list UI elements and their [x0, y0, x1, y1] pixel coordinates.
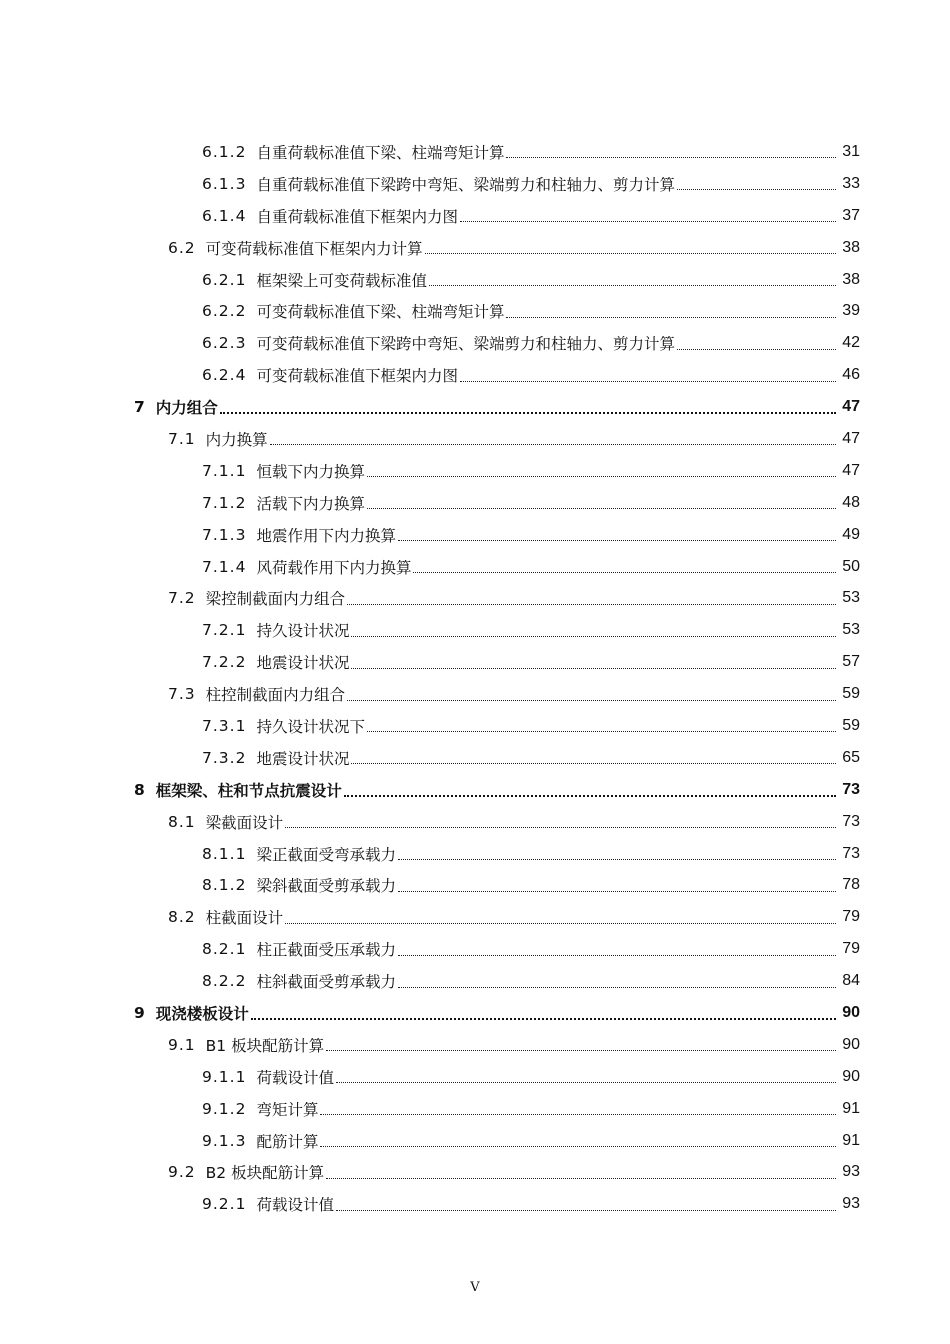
toc-entry-number: 7.1: [168, 429, 196, 448]
dot-leader: [285, 827, 836, 828]
toc-entry[interactable]: [0, 1061, 950, 1093]
toc-entry[interactable]: [0, 519, 950, 551]
toc-entry-number: 6.1.4: [202, 206, 247, 225]
dot-leader: [220, 412, 836, 414]
toc-entry-number: 6.2: [168, 238, 196, 257]
dot-leader: [320, 1114, 836, 1115]
toc-entry[interactable]: [0, 646, 950, 678]
dot-leader: [429, 285, 836, 286]
toc-entry-title: 自重荷载标准值下框架内力图: [256, 207, 458, 226]
dot-leader: [413, 572, 836, 573]
toc-entry[interactable]: [0, 487, 950, 519]
toc-entry-number: 7.1.1: [202, 461, 247, 480]
dot-leader: [326, 1050, 836, 1051]
dot-leader: [367, 476, 836, 477]
toc-entry[interactable]: [0, 965, 950, 997]
toc-entry-title: 持久设计状况: [256, 622, 350, 641]
dot-leader: [398, 987, 836, 988]
toc-entry-page: 59: [842, 716, 860, 734]
toc-entry-number: 6.2.4: [202, 366, 247, 385]
toc-entry-page: 59: [842, 685, 860, 703]
toc-entry-title: 地震作用下内力换算: [256, 526, 396, 545]
toc-entry-number: 9.1.2: [202, 1099, 247, 1118]
toc-entry[interactable]: [0, 551, 950, 583]
page-number-footer: V: [470, 1280, 480, 1295]
toc-entry[interactable]: [0, 901, 950, 933]
toc-entry-page: 93: [842, 1163, 860, 1181]
toc-entry-page: 33: [842, 174, 860, 192]
toc-entry-title: B2 板块配筋计算: [205, 1164, 325, 1183]
toc-entry-title: 现浇楼板设计: [155, 1004, 249, 1023]
toc-entry[interactable]: [0, 678, 950, 710]
toc-entry[interactable]: [0, 455, 950, 487]
toc-entry-title: 配筋计算: [256, 1132, 319, 1151]
toc-entry-number: 7.1.3: [202, 525, 247, 544]
toc-entry-title: 荷载设计值: [256, 1068, 334, 1087]
dot-leader: [336, 1210, 836, 1211]
toc-entry-title: 内力换算: [205, 430, 268, 449]
dot-leader: [506, 157, 836, 158]
toc-entry[interactable]: [0, 614, 950, 646]
toc-entry[interactable]: [0, 806, 950, 838]
toc-entry[interactable]: [0, 1157, 950, 1189]
toc-entry-page: 53: [842, 589, 860, 607]
toc-entry[interactable]: [0, 327, 950, 359]
toc-entry[interactable]: [0, 1029, 950, 1061]
toc-entry-page: 50: [842, 557, 860, 575]
toc-entry-page: 42: [842, 334, 860, 352]
toc-entry-number: 6.2.1: [202, 270, 247, 289]
toc-entry-page: 84: [842, 972, 860, 990]
toc-entry-title: 活载下内力换算: [256, 494, 365, 513]
toc-entry-title: 恒载下内力换算: [256, 462, 365, 481]
toc-entry-title: 荷载设计值: [256, 1196, 334, 1215]
toc-entry[interactable]: [0, 295, 950, 327]
toc-entry-page: 47: [842, 461, 860, 479]
toc-entry[interactable]: [0, 710, 950, 742]
toc-entry-title: B1 板块配筋计算: [205, 1036, 325, 1055]
toc-entry-page: 39: [842, 302, 860, 320]
toc-entry[interactable]: [0, 232, 950, 264]
dot-leader: [398, 955, 836, 956]
dot-leader: [326, 1178, 836, 1179]
toc-entry-number: 7.2: [168, 589, 196, 608]
toc-entry-number: 9.1: [168, 1035, 196, 1054]
toc-entry-title: 柱正截面受压承载力: [256, 941, 396, 960]
toc-entry-number: 8: [134, 780, 146, 799]
toc-entry-page: 73: [842, 812, 860, 830]
toc-entry-title: 地震设计状况: [256, 654, 350, 673]
toc-entry[interactable]: [0, 582, 950, 614]
toc-entry-number: 6.2.3: [202, 334, 247, 353]
dot-leader: [506, 317, 836, 318]
dot-leader: [425, 253, 836, 254]
toc-entry-page: 38: [842, 270, 860, 288]
toc-entry-title: 风荷载作用下内力换算: [256, 558, 412, 577]
dot-leader: [367, 508, 836, 509]
toc-entry-page: 47: [842, 429, 860, 447]
toc-entry[interactable]: [0, 1093, 950, 1125]
dot-leader: [677, 349, 836, 350]
toc-entry-page: 78: [842, 876, 860, 894]
toc-entry-number: 6.1.3: [202, 174, 247, 193]
toc-entry-page: 57: [842, 653, 860, 671]
dot-leader: [285, 923, 836, 924]
toc-entry-number: 6.2.2: [202, 302, 247, 321]
dot-leader: [351, 636, 836, 637]
toc-entry-title: 持久设计状况下: [256, 717, 365, 736]
toc-entry[interactable]: [0, 933, 950, 965]
dot-leader: [351, 668, 836, 669]
toc-entry-number: 9.1.3: [202, 1131, 247, 1150]
toc-entry-title: 自重荷载标准值下梁、柱端弯矩计算: [256, 143, 505, 162]
toc-entry-title: 柱控制截面内力组合: [205, 686, 346, 705]
dot-leader: [251, 1018, 836, 1020]
toc-entry-number: 8.2.2: [202, 972, 247, 991]
toc-entry-title: 框架梁上可变荷载标准值: [256, 271, 427, 290]
dot-leader: [270, 444, 836, 445]
dot-leader: [344, 795, 836, 797]
toc-entry-page: 37: [842, 206, 860, 224]
dot-leader: [460, 221, 836, 222]
toc-entry-number: 7.3: [168, 685, 196, 704]
toc-entry[interactable]: [0, 264, 950, 296]
toc-entry-title: 梁截面设计: [205, 813, 284, 832]
toc-entry-page: 91: [842, 1099, 860, 1117]
toc-entry-number: 9: [134, 1003, 146, 1022]
toc-entry-number: 7.1.4: [202, 557, 247, 576]
dot-leader: [367, 731, 836, 732]
toc-entry-number: 7.3.1: [202, 716, 247, 735]
toc-entry-page: 53: [842, 621, 860, 639]
toc-entry-title: 柱截面设计: [205, 909, 284, 928]
dot-leader: [398, 891, 836, 892]
toc-entry-page: 73: [842, 844, 860, 862]
toc-entry-title: 弯矩计算: [256, 1100, 319, 1119]
toc-entry-title: 可变荷载标准值下框架内力图: [256, 367, 458, 386]
toc-entry[interactable]: [0, 359, 950, 391]
toc-entry[interactable]: [0, 136, 950, 168]
toc-entry-number: 7.2.2: [202, 653, 247, 672]
toc-entry-page: 90: [842, 1067, 860, 1085]
toc-entry-number: 8.2: [168, 908, 196, 927]
dot-leader: [398, 859, 836, 860]
toc-entry-number: 7.1.2: [202, 493, 247, 512]
toc-entry-title: 梁控制截面内力组合: [205, 590, 346, 609]
toc-entry-number: 8.1.1: [202, 844, 247, 863]
toc-entry-page: 79: [842, 940, 860, 958]
dot-leader: [677, 189, 836, 190]
toc-entry-title: 可变荷载标准值下框架内力计算: [205, 239, 423, 258]
toc-entry-number: 9.2.1: [202, 1195, 247, 1214]
table-of-contents: [0, 136, 950, 1220]
toc-entry-title: 可变荷载标准值下梁、柱端弯矩计算: [256, 303, 505, 322]
toc-entry-page: 73: [842, 780, 860, 798]
toc-entry-number: 9.2: [168, 1163, 196, 1182]
toc-entry[interactable]: [0, 774, 950, 806]
dot-leader: [460, 381, 836, 382]
dot-leader: [347, 604, 836, 605]
toc-entry-number: 9.1.1: [202, 1067, 247, 1086]
toc-entry-title: 自重荷载标准值下梁跨中弯矩、梁端剪力和柱轴力、剪力计算: [256, 175, 675, 194]
toc-entry-title: 可变荷载标准值下梁跨中弯矩、梁端剪力和柱轴力、剪力计算: [256, 335, 675, 354]
toc-entry-page: 90: [842, 1003, 860, 1021]
toc-entry-number: 7: [134, 398, 146, 417]
toc-entry-number: 6.1.2: [202, 142, 247, 161]
toc-entry-title: 内力组合: [155, 399, 218, 418]
toc-entry-page: 46: [842, 366, 860, 384]
toc-entry-page: 49: [842, 525, 860, 543]
toc-entry[interactable]: [0, 869, 950, 901]
toc-entry[interactable]: [0, 997, 950, 1029]
toc-entry-title: 梁正截面受弯承载力: [256, 845, 396, 864]
dot-leader: [320, 1146, 836, 1147]
toc-entry-page: 90: [842, 1035, 860, 1053]
toc-entry[interactable]: [0, 168, 950, 200]
toc-entry-title: 框架梁、柱和节点抗震设计: [155, 781, 342, 800]
toc-entry-page: 93: [842, 1195, 860, 1213]
toc-entry-page: 31: [842, 142, 860, 160]
dot-leader: [351, 763, 836, 764]
toc-entry-page: 65: [842, 748, 860, 766]
toc-entry-title: 梁斜截面受剪承载力: [256, 877, 396, 896]
toc-entry[interactable]: [0, 742, 950, 774]
toc-entry-number: 8.1: [168, 812, 196, 831]
toc-entry[interactable]: [0, 423, 950, 455]
toc-entry-page: 38: [842, 238, 860, 256]
toc-entry-page: 91: [842, 1131, 860, 1149]
toc-entry-number: 8.2.1: [202, 940, 247, 959]
toc-entry-page: 48: [842, 493, 860, 511]
toc-entry[interactable]: [0, 200, 950, 232]
toc-entry-number: 7.3.2: [202, 748, 247, 767]
dot-leader: [347, 700, 836, 701]
toc-entry[interactable]: [0, 1188, 950, 1220]
toc-entry-page: 79: [842, 908, 860, 926]
toc-entry-number: 7.2.1: [202, 621, 247, 640]
toc-entry[interactable]: [0, 838, 950, 870]
toc-entry-title: 柱斜截面受剪承载力: [256, 973, 396, 992]
toc-entry-number: 8.1.2: [202, 876, 247, 895]
dot-leader: [336, 1082, 836, 1083]
toc-entry[interactable]: [0, 391, 950, 423]
toc-entry-page: 47: [842, 398, 860, 416]
toc-entry-title: 地震设计状况: [256, 749, 350, 768]
toc-entry[interactable]: [0, 1125, 950, 1157]
dot-leader: [398, 540, 836, 541]
